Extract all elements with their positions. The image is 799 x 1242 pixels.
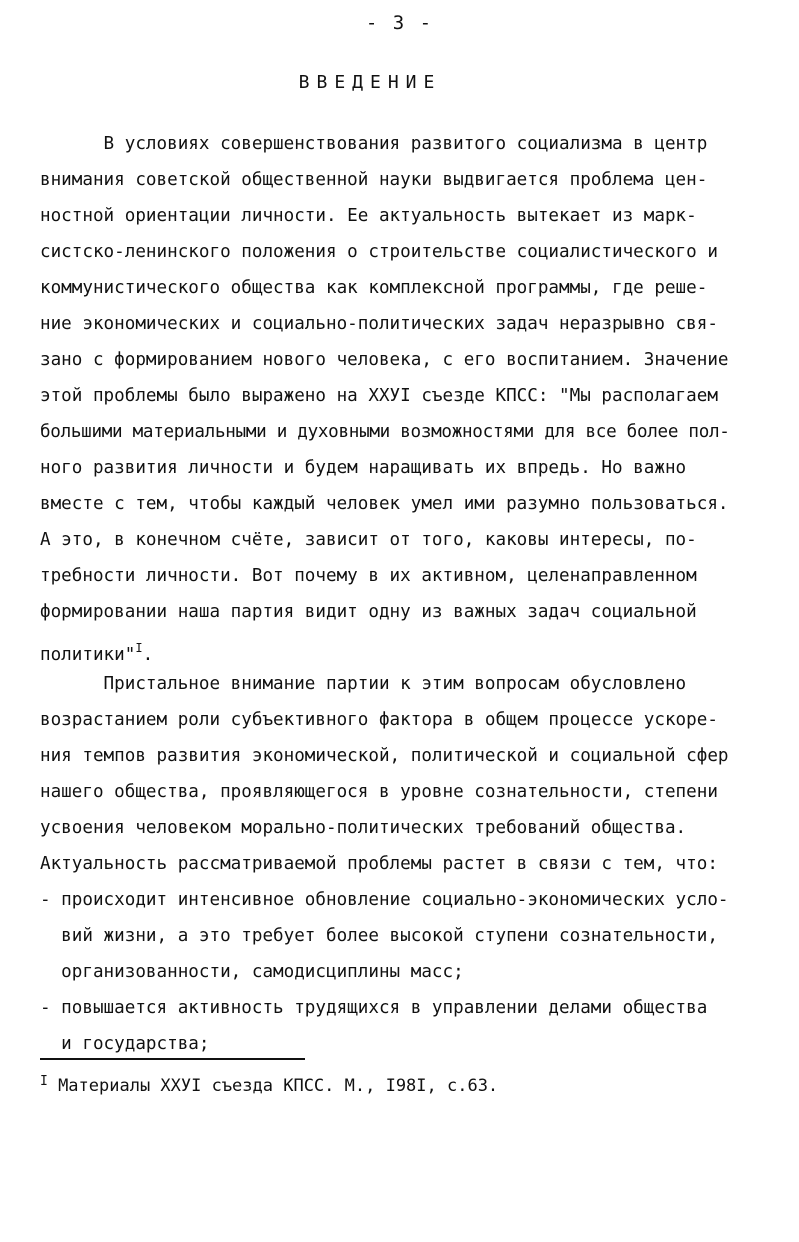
text-line: зано с формированием нового человека, с его воспитанием. Значение [40,350,729,370]
text-line: ностной ориентации личности. Ее актуальность вытекает из марк- [40,206,697,226]
page-number: - 3 - [365,12,434,34]
footnote-reference: I [135,641,143,655]
text-line: нашего общества, проявляющегося в уровне сознательности, степени [40,782,718,802]
list-item-line: и государства; [40,1034,210,1054]
text-line: ния темпов развития экономической, политической и социальной сфер [40,746,729,766]
text-line: внимания советской общественной науки выдвигается проблема цен- [40,170,708,190]
footnote-divider [40,1058,305,1060]
text-line: ние экономических и социально-политических задач неразрывно свя- [40,314,718,334]
footnote-text: Материалы ХХУI съезда КПСС. М., I98I, с.63. [47,1076,499,1096]
list-item-line: вий жизни, а это требует более высокой ступени сознательности, [40,926,718,946]
list-item-line: - повышается активность трудящихся в управлении делами общества [40,998,708,1018]
footnote-reference-period: . [142,645,154,665]
text-line: Актуальность рассматриваемой проблемы растет в связи с тем, что: [40,854,718,874]
list-item-line: - происходит интенсивное обновление социально-экономических усло- [40,890,729,910]
text-line: ного развития личности и будем наращивать их впредь. Но важно [40,458,687,478]
text-line: систско-ленинского положения о строительстве социалистического и [40,242,718,262]
body-text [40,126,780,1062]
text-line: требности личности. Вот почему в их активном, целенаправленном [40,566,697,586]
text-line: политики" [40,645,136,665]
footnote [40,1066,780,1102]
text-line: вместе с тем, чтобы каждый человек умел ими разумно пользоваться. [40,494,729,514]
text-line: Пристальное внимание партии к этим вопросам обусловлено [40,674,687,694]
text-line: А это, в конечном счёте, зависит от того, каковы интересы, по- [40,530,697,550]
section-heading: ВВЕДЕНИЕ [298,72,442,93]
text-line: В условиях совершенствования развитого социализма в центр [40,134,708,154]
text-line: формировании наша партия видит одну из важных задач социальной [40,602,697,622]
text-line: коммунистического общества как комплексной программы, где реше- [40,278,708,298]
text-line: большими материальными и духовными возможностями для все более пол- [40,422,730,442]
text-line: возрастанием роли субъективного фактора в общем процессе ускоре- [40,710,718,730]
list-item-line: организованности, самодисциплины масс; [40,962,464,982]
footnote-mark: I [40,1074,48,1089]
text-line: этой проблемы было выражено на ХХУI съезде КПСС: "Мы располагаем [40,386,718,406]
text-line-with-footnote [40,630,780,666]
text-line: усвоения человеком морально-политических требований общества. [40,818,687,838]
